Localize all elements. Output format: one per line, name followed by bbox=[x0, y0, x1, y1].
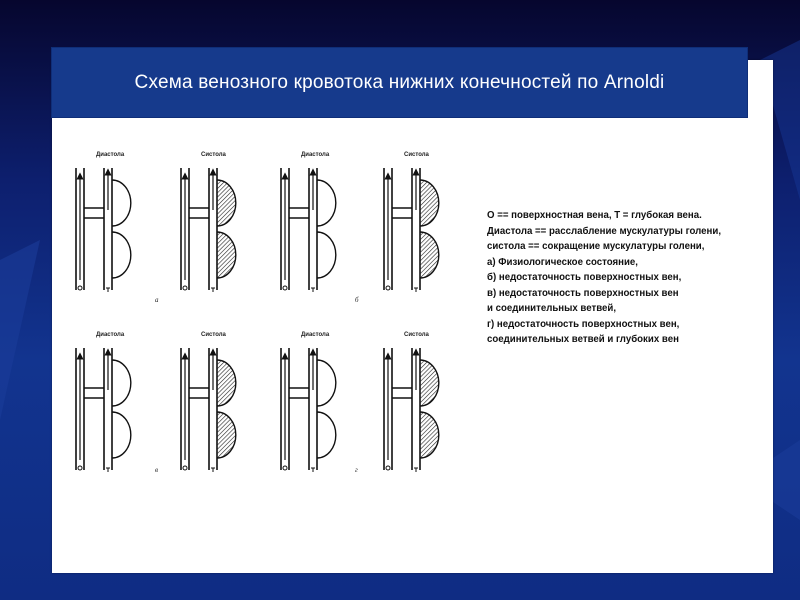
vein-unit bbox=[281, 152, 336, 292]
vein-unit bbox=[384, 152, 439, 292]
legend-line: в) недостаточность поверхностных вен bbox=[487, 286, 679, 299]
panel-letter: б bbox=[355, 296, 359, 304]
phase-label: Систола bbox=[404, 152, 429, 158]
panel-letter: а bbox=[155, 296, 159, 304]
vein-unit bbox=[181, 152, 236, 292]
legend-line: и соединительных ветвей, bbox=[487, 302, 617, 314]
title-bar bbox=[52, 48, 747, 117]
legend-line: г) недостаточность поверхностных вен, bbox=[487, 317, 680, 330]
legend-line: а) Физиологическое состояние, bbox=[487, 255, 638, 268]
slide-title: Схема венозного кровотока нижних конечностей по Arnoldi bbox=[134, 71, 665, 93]
legend bbox=[487, 208, 749, 348]
phase-label: Диастола bbox=[96, 152, 125, 158]
phase-label: Диастола bbox=[301, 332, 330, 338]
vein-unit bbox=[384, 332, 439, 472]
vein-unit bbox=[281, 332, 336, 472]
legend-line: соединительных ветвей и глубоких вен bbox=[487, 333, 679, 345]
phase-label: Систола bbox=[201, 152, 226, 158]
venous-flow-diagram bbox=[60, 140, 480, 480]
phase-label: Систола bbox=[201, 332, 226, 338]
panel-letter: г bbox=[355, 466, 358, 474]
vein-unit bbox=[181, 332, 236, 472]
vein-unit bbox=[76, 152, 131, 292]
legend-line: О == поверхностная вена, Т = глубокая вена. bbox=[487, 209, 702, 221]
phase-label: Диастола bbox=[96, 332, 125, 338]
phase-label: Систола bbox=[404, 332, 429, 338]
phase-label: Диастола bbox=[301, 152, 330, 158]
legend-line: Диастола == расслабление мускулатуры голени, bbox=[487, 224, 722, 237]
diagram-svg bbox=[60, 140, 480, 480]
panel-letter: в bbox=[155, 466, 159, 474]
legend-line: систола == сокращение мускулатуры голени, bbox=[487, 240, 705, 252]
vein-unit bbox=[76, 332, 131, 472]
legend-line: б) недостаточность поверхностных вен, bbox=[487, 271, 682, 283]
